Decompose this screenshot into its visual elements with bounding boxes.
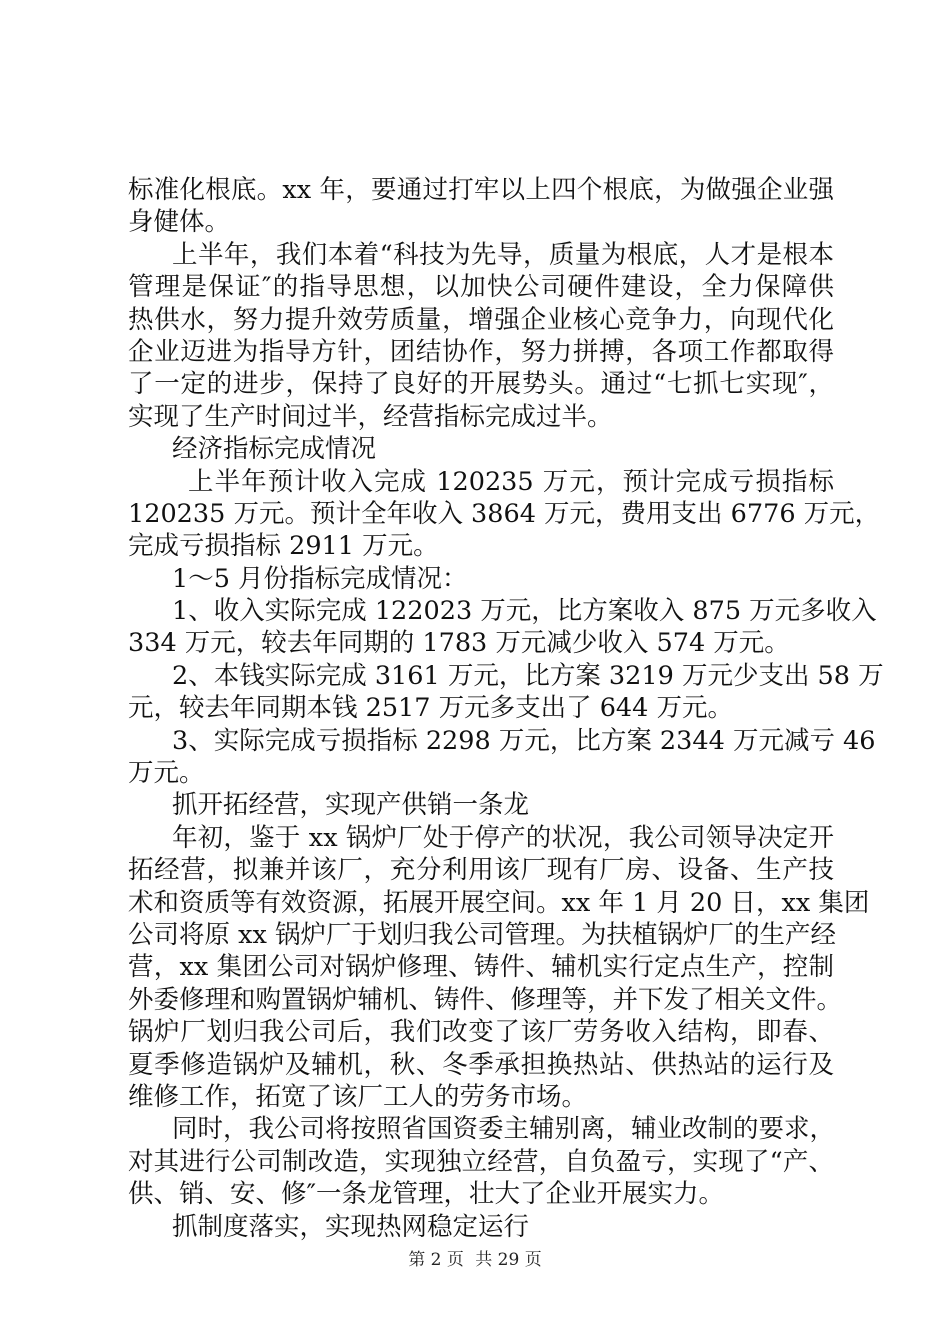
text-line: 实现了生产时间过半，经营指标完成过半。 <box>128 401 613 432</box>
text-line: 元，较去年同期本钱 2517 万元多支出了 644 万元。 <box>128 693 733 724</box>
text-line: 维修工作，拓宽了该厂工人的劳务市场。 <box>128 1081 588 1112</box>
section-heading: 抓开拓经营，实现产供销一条龙 <box>172 790 530 821</box>
text-line: 锅炉厂划归我公司后，我们改变了该厂劳务收入结构，即春、 <box>128 1017 834 1048</box>
text-line: 3、实际完成亏损指标 2298 万元，比方案 2344 万元减亏 46 <box>172 725 876 756</box>
page-number: 第 2 页 <box>408 1250 464 1270</box>
text-line: 120235 万元。预计全年收入 3864 万元，费用支出 6776 万元， <box>128 498 881 529</box>
text-line: 上半年预计收入完成 120235 万元，预计完成亏损指标 <box>188 466 834 497</box>
text-line: 1～5 月份指标完成情况： <box>172 563 468 594</box>
section-heading: 经济指标完成情况 <box>172 434 377 465</box>
text-line: 1、收入实际完成 122023 万元，比方案收入 875 万元多收入 <box>172 596 877 627</box>
text-line: 管理是保证″的指导思想，以加快公司硬件建设，全力保障供 <box>128 272 834 303</box>
text-line: 术和资质等有效资源，拓展开展空间。xx 年 1 月 20 日，xx 集团 <box>128 887 870 918</box>
document-body <box>128 174 884 1243</box>
text-line: 标准化根底。xx 年，要通过打牢以上四个根底，为做强企业强 <box>128 175 834 205</box>
text-line: 2、本钱实际完成 3161 万元，比方案 3219 万元少支出 58 万 <box>172 660 884 691</box>
page-footer <box>0 1245 950 1270</box>
text-line: 拓经营，拟兼并该厂，充分利用该厂现有厂房、设备、生产技 <box>128 855 834 886</box>
text-line: 完成亏损指标 2911 万元。 <box>128 531 439 562</box>
page-total: 共 29 页 <box>475 1250 542 1270</box>
text-line: 同时，我公司将按照省国资委主辅别离，辅业改制的要求， <box>172 1114 836 1145</box>
text-line: 年初，鉴于 xx 锅炉厂处于停产的状况，我公司领导决定开 <box>172 822 834 853</box>
text-line: 供、销、安、修″一条龙管理，壮大了企业开展实力。 <box>128 1179 725 1210</box>
section-heading: 抓制度落实，实现热网稳定运行 <box>172 1211 530 1242</box>
text-line: 上半年，我们本着“科技为先导，质量为根底，人才是根本 <box>172 239 834 270</box>
text-line: 身健体。 <box>128 207 231 238</box>
text-line: 营，xx 集团公司对锅炉修理、铸件、辅机实行定点生产，控制 <box>128 952 834 983</box>
text-line: 外委修理和购置锅炉辅机、铸件、修理等，并下发了相关文件。 <box>128 984 843 1015</box>
text-line: 对其进行公司制改造，实现独立经营，自负盈亏，实现了“产、 <box>128 1146 834 1177</box>
text-line: 万元。 <box>128 758 205 789</box>
text-line: 334 万元，较去年同期的 1783 万元减少收入 574 万元。 <box>128 628 790 659</box>
text-line: 夏季修造锅炉及辅机，秋、冬季承担换热站、供热站的运行及 <box>128 1049 834 1080</box>
text-line: 了一定的进步，保持了良好的开展势头。通过“七抓七实现″， <box>128 369 834 400</box>
text-line: 企业迈进为指导方针，团结协作，努力拼搏，各项工作都取得 <box>128 336 834 367</box>
text-line: 热供水，努力提升效劳质量，增强企业核心竞争力，向现代化 <box>128 304 834 335</box>
text-line: 公司将原 xx 锅炉厂于划归我公司管理。为扶植锅炉厂的生产经 <box>128 919 836 950</box>
